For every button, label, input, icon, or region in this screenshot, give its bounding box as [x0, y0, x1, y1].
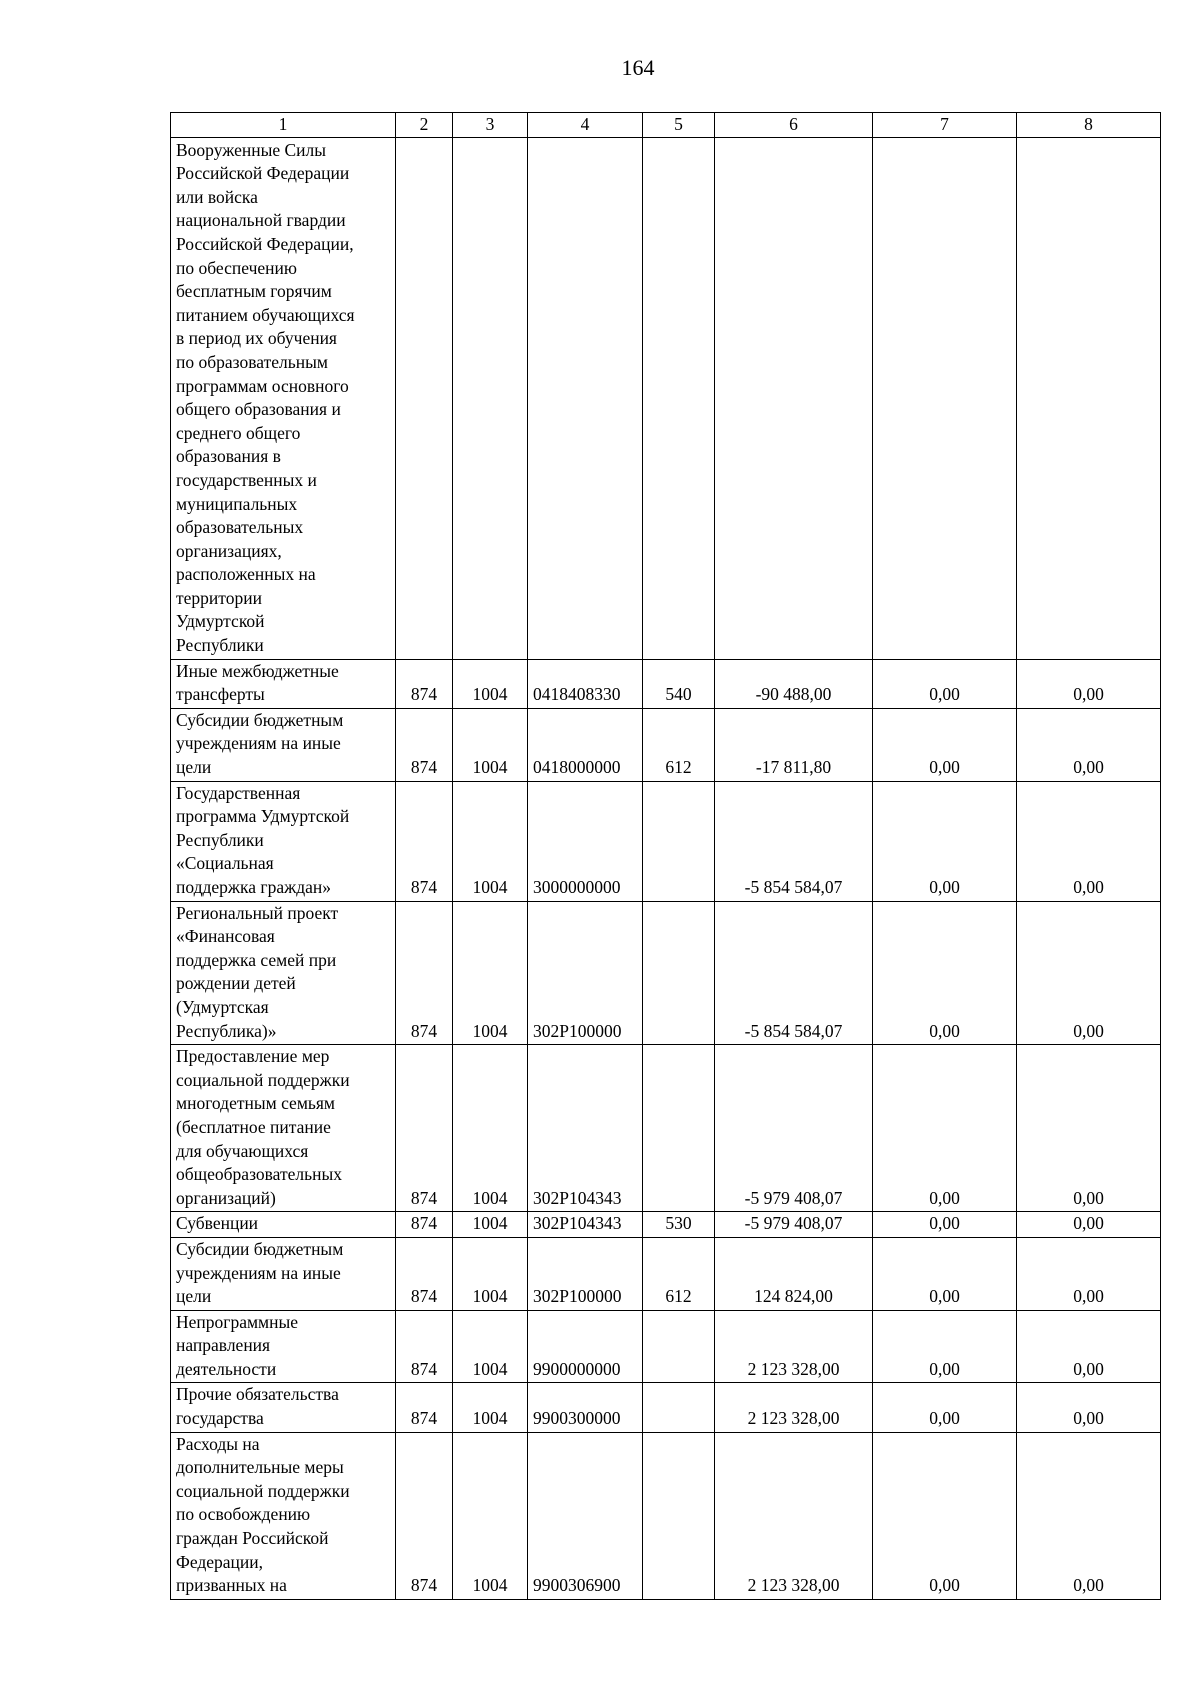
cell-col-7: 0,00 — [873, 1383, 1017, 1432]
cell-col-8: 0,00 — [1017, 708, 1161, 781]
cell-col-2: 874 — [396, 1045, 453, 1212]
cell-col-2: 874 — [396, 901, 453, 1045]
cell-col-6: -5 854 584,07 — [715, 781, 873, 901]
row-name: Субвенции — [176, 1213, 259, 1234]
row-name-cell — [171, 781, 396, 901]
table-row — [171, 901, 1161, 1045]
header-col-6: 6 — [715, 113, 873, 138]
header-row — [171, 113, 1161, 138]
cell-col-7: 0,00 — [873, 1237, 1017, 1310]
cell-col-8: 0,00 — [1017, 1045, 1161, 1212]
cell-col-4: 9900300000 — [528, 1383, 643, 1432]
cell-col-3: 1004 — [453, 1383, 528, 1432]
cell-col-8: 0,00 — [1017, 1212, 1161, 1238]
cell-col-5: 612 — [643, 1237, 715, 1310]
row-name: Региональный проект «Финансовая поддержка семей при рождении детей (Удмуртская Республика)» — [176, 902, 339, 1041]
cell-col-6: -5 854 584,07 — [715, 901, 873, 1045]
cell-col-4: 0418408330 — [528, 659, 643, 708]
row-name: Прочие обязательства государства — [176, 1384, 339, 1429]
cell-col-8: 0,00 — [1017, 1383, 1161, 1432]
cell-col-6: 2 123 328,00 — [715, 1432, 873, 1599]
row-name: Расходы на дополнительные меры социальной поддержки по освобождению граждан Российской Федерации, призванных на — [176, 1433, 350, 1596]
header-col-2: 2 — [396, 113, 453, 138]
table-row — [171, 1310, 1161, 1383]
row-name-cell — [171, 901, 396, 1045]
cell-col-2: 874 — [396, 1212, 453, 1238]
table-row — [171, 1383, 1161, 1432]
cell-col-5: 540 — [643, 659, 715, 708]
cell-col-7: 0,00 — [873, 1212, 1017, 1238]
cell-col-6: 2 123 328,00 — [715, 1310, 873, 1383]
cell-col-8: 0,00 — [1017, 781, 1161, 901]
row-name: Субсидии бюджетным учреждениям на иные цели — [176, 1238, 344, 1307]
cell-col-6: 2 123 328,00 — [715, 1383, 873, 1432]
row-name-cell — [171, 137, 396, 659]
cell-col-2: 874 — [396, 1432, 453, 1599]
cell-col-5: 612 — [643, 708, 715, 781]
table-row — [171, 1045, 1161, 1212]
row-name-cell — [171, 659, 396, 708]
cell-col-4: 9900306900 — [528, 1432, 643, 1599]
cell-col-8: 0,00 — [1017, 1310, 1161, 1383]
row-name: Иные межбюджетные трансферты — [176, 660, 339, 705]
cell-col-5 — [643, 137, 715, 659]
cell-col-2: 874 — [396, 781, 453, 901]
row-name-cell — [171, 1432, 396, 1599]
page-number: 164 — [621, 55, 655, 80]
cell-col-7: 0,00 — [873, 659, 1017, 708]
table-row — [171, 1212, 1161, 1238]
cell-col-3: 1004 — [453, 1432, 528, 1599]
row-name: Непрограммные направления деятельности — [176, 1311, 299, 1379]
row-name-cell — [171, 1383, 396, 1432]
row-name-cell — [171, 1310, 396, 1383]
cell-col-4: 302P100000 — [528, 1237, 643, 1310]
header-col-3: 3 — [453, 113, 528, 138]
cell-col-4 — [528, 137, 643, 659]
cell-col-4: 9900000000 — [528, 1310, 643, 1383]
table-row — [171, 781, 1161, 901]
cell-col-2: 874 — [396, 1310, 453, 1383]
cell-col-5 — [643, 1310, 715, 1383]
cell-col-5 — [643, 781, 715, 901]
cell-col-7: 0,00 — [873, 901, 1017, 1045]
header-col-4: 4 — [528, 113, 643, 138]
cell-col-3 — [453, 137, 528, 659]
cell-col-7: 0,00 — [873, 1310, 1017, 1383]
cell-col-6: -5 979 408,07 — [715, 1212, 873, 1238]
cell-col-3: 1004 — [453, 901, 528, 1045]
cell-col-5 — [643, 1045, 715, 1212]
row-name-cell — [171, 1237, 396, 1310]
row-name: Государственная программа Удмуртской Республики «Социальная поддержка граждан» — [176, 782, 350, 897]
cell-col-5 — [643, 1432, 715, 1599]
budget-table — [170, 112, 1161, 1600]
cell-col-7: 0,00 — [873, 708, 1017, 781]
cell-col-8: 0,00 — [1017, 901, 1161, 1045]
cell-col-7: 0,00 — [873, 781, 1017, 901]
cell-col-6: -90 488,00 — [715, 659, 873, 708]
row-name-cell — [171, 1045, 396, 1212]
cell-col-3: 1004 — [453, 708, 528, 781]
cell-col-6: -5 979 408,07 — [715, 1045, 873, 1212]
row-name-cell — [171, 1212, 396, 1238]
row-name-cell — [171, 708, 396, 781]
header-col-7: 7 — [873, 113, 1017, 138]
row-name: Субсидии бюджетным учреждениям на иные цели — [176, 709, 344, 778]
cell-col-3: 1004 — [453, 659, 528, 708]
header-col-5: 5 — [643, 113, 715, 138]
cell-col-3: 1004 — [453, 1310, 528, 1383]
cell-col-4: 302P104343 — [528, 1045, 643, 1212]
table-row — [171, 708, 1161, 781]
cell-col-5: 530 — [643, 1212, 715, 1238]
cell-col-4: 302P100000 — [528, 901, 643, 1045]
table-row — [171, 137, 1161, 659]
cell-col-6: 124 824,00 — [715, 1237, 873, 1310]
cell-col-2: 874 — [396, 1237, 453, 1310]
row-name: Вооруженные Силы Российской Федерации или войска национальной гвардии Российской Федерации, по обеспечению бесплатным горячим питанием обучающихся в период их обучения по образовательным программам основного общего образования и среднего общего образования в государственных и муниципальных образовательных организациях, расположенных на территории Удмуртской Республики — [176, 139, 355, 656]
table-row — [171, 1432, 1161, 1599]
row-name: Предоставление мер социальной поддержки многодетным семьям (бесплатное питание для обучающихся общеобразовательных организаций) — [176, 1046, 350, 1208]
cell-col-8 — [1017, 137, 1161, 659]
cell-col-6: -17 811,80 — [715, 708, 873, 781]
cell-col-3: 1004 — [453, 1045, 528, 1212]
cell-col-3: 1004 — [453, 1237, 528, 1310]
cell-col-5 — [643, 901, 715, 1045]
cell-col-4: 3000000000 — [528, 781, 643, 901]
cell-col-8: 0,00 — [1017, 1432, 1161, 1599]
cell-col-8: 0,00 — [1017, 1237, 1161, 1310]
cell-col-4: 0418000000 — [528, 708, 643, 781]
cell-col-2: 874 — [396, 659, 453, 708]
header-col-1: 1 — [171, 113, 396, 138]
cell-col-6 — [715, 137, 873, 659]
cell-col-5 — [643, 1383, 715, 1432]
table-row — [171, 1237, 1161, 1310]
table-row — [171, 659, 1161, 708]
header-col-8: 8 — [1017, 113, 1161, 138]
cell-col-2: 874 — [396, 1383, 453, 1432]
cell-col-4: 302P104343 — [528, 1212, 643, 1238]
cell-col-8: 0,00 — [1017, 659, 1161, 708]
cell-col-3: 1004 — [453, 781, 528, 901]
cell-col-7: 0,00 — [873, 1045, 1017, 1212]
cell-col-2 — [396, 137, 453, 659]
cell-col-7 — [873, 137, 1017, 659]
cell-col-2: 874 — [396, 708, 453, 781]
cell-col-3: 1004 — [453, 1212, 528, 1238]
cell-col-7: 0,00 — [873, 1432, 1017, 1599]
